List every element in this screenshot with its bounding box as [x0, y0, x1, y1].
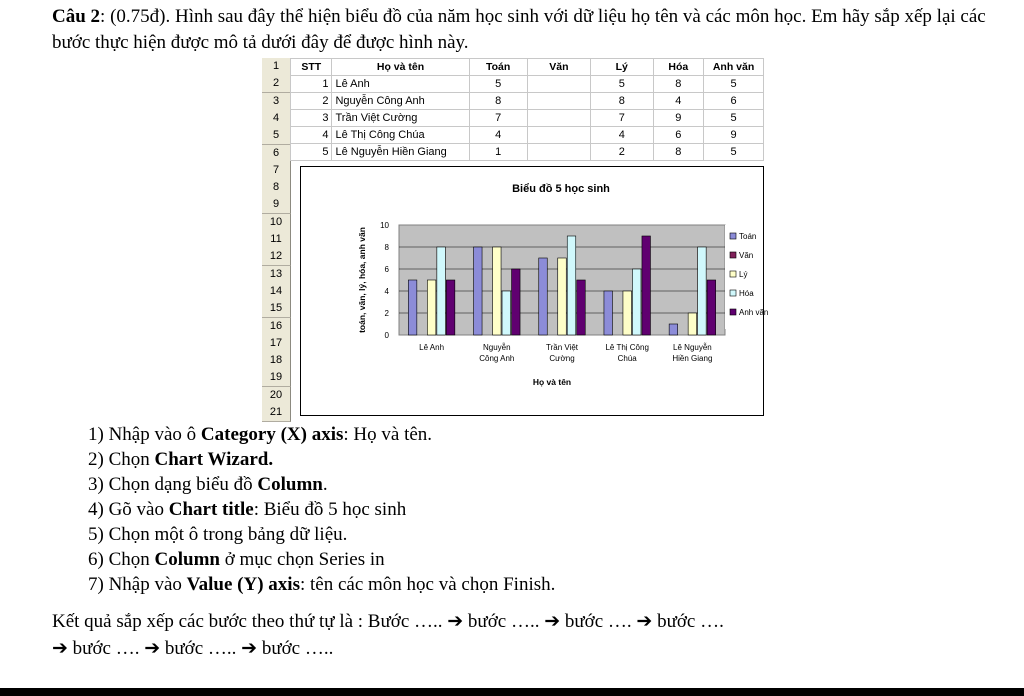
- row-number: 2: [262, 75, 291, 93]
- table-cell: 5: [704, 144, 764, 161]
- legend-swatch: [730, 309, 736, 315]
- x-tick-label: Nguyễn: [483, 343, 511, 352]
- row-number: 9: [262, 196, 291, 214]
- table-cell: 8: [590, 93, 653, 110]
- y-tick-label: 10: [380, 221, 389, 230]
- x-axis-label: Họ và tên: [532, 377, 572, 387]
- chart-svg: [301, 167, 769, 415]
- y-tick-label: 0: [384, 331, 389, 340]
- table-row: [291, 110, 764, 127]
- x-tick-label: Cường: [549, 354, 575, 363]
- table-body: [291, 76, 764, 161]
- x-tick-label: Công Anh: [479, 354, 515, 363]
- table-cell: 5: [590, 76, 653, 93]
- step-item: 5) Chọn một ô trong bảng dữ liệu.: [88, 524, 348, 545]
- step-item: 2) Chọn Chart Wizard.: [88, 449, 274, 470]
- data-table: [290, 58, 764, 161]
- x-tick-label: Trần Việt: [545, 343, 579, 352]
- steps-list: [88, 422, 555, 597]
- result-text: [52, 608, 724, 662]
- legend-swatch: [730, 271, 736, 277]
- table-cell: 7: [469, 110, 527, 127]
- table-cell: 9: [653, 110, 704, 127]
- table-cell: 1: [469, 144, 527, 161]
- table-row: [291, 127, 764, 144]
- bar: [669, 324, 678, 335]
- question-body: : (0.75đ). Hình sau đây thể hiện biểu đồ của năm học sinh với dữ liệu họ tên và các môn học. Em hãy sắp xếp lại các bước thực hiện được mô tả dưới đây để được hình này.: [52, 6, 986, 53]
- table-cell: 8: [469, 93, 527, 110]
- legend-label: Anh văn: [739, 308, 769, 317]
- row-number: 6: [262, 145, 291, 163]
- step-item: 6) Chọn Column ở mục chọn Series in: [88, 549, 385, 570]
- table-row: [291, 93, 764, 110]
- table-cell: Lê Nguyễn Hiền Giang: [332, 144, 469, 161]
- bar: [623, 291, 632, 335]
- step-item: 7) Nhập vào Value (Y) axis: tên các môn học và chọn Finish.: [88, 574, 556, 595]
- bar: [493, 247, 502, 335]
- table-cell: [527, 110, 590, 127]
- column-chart: [300, 166, 769, 416]
- row-number: 19: [262, 369, 291, 387]
- row-number: 7: [262, 162, 291, 180]
- header-name: Họ và tên: [332, 59, 469, 76]
- header-toan: Toán: [469, 59, 527, 76]
- header-hoa: Hóa: [653, 59, 704, 76]
- row-number: 15: [262, 300, 291, 318]
- table-row: [291, 76, 764, 93]
- legend-label: Văn: [739, 251, 754, 260]
- row-number: 3: [262, 93, 291, 111]
- step-item: 3) Chọn dạng biểu đồ Column.: [88, 474, 328, 495]
- bar: [408, 280, 417, 335]
- row-number: 11: [262, 231, 291, 249]
- row-number: 14: [262, 283, 291, 301]
- row-headers: [262, 58, 290, 416]
- header-van: Văn: [527, 59, 590, 76]
- result-line-1: Kết quả sắp xếp các bước theo thứ tự là : Bước ….. ➔ bước ….. ➔ bước …. ➔ bước ….: [52, 611, 724, 632]
- row-number: 21: [262, 404, 291, 422]
- table-cell: Lê Anh: [332, 76, 469, 93]
- x-tick-label: Hiền Giang: [672, 354, 713, 363]
- bar: [558, 258, 567, 335]
- bar: [512, 269, 521, 335]
- header-ly: Lý: [590, 59, 653, 76]
- table-cell: 2: [291, 93, 332, 110]
- bar: [427, 280, 436, 335]
- table-cell: 2: [590, 144, 653, 161]
- row-number: 12: [262, 248, 291, 266]
- bar: [446, 280, 455, 335]
- legend-label: Hóa: [739, 289, 754, 298]
- bar: [642, 236, 651, 335]
- row-number: 16: [262, 318, 291, 336]
- row-number: 17: [262, 335, 291, 353]
- row-number: 4: [262, 110, 291, 128]
- table-cell: 4: [653, 93, 704, 110]
- table-cell: 8: [653, 76, 704, 93]
- legend-swatch: [730, 233, 736, 239]
- x-tick-label: Lê Thị Công: [605, 343, 649, 352]
- x-tick-label: Chúa: [617, 354, 637, 363]
- table-cell: 8: [653, 144, 704, 161]
- table-cell: 4: [469, 127, 527, 144]
- header-stt: STT: [291, 59, 332, 76]
- bar: [577, 280, 586, 335]
- row-number: 18: [262, 352, 291, 370]
- legend-swatch: [730, 290, 736, 296]
- x-tick-label: Lê Nguyễn: [673, 343, 712, 352]
- bar: [604, 291, 613, 335]
- table-cell: Nguyễn Công Anh: [332, 93, 469, 110]
- table-cell: 5: [291, 144, 332, 161]
- row-number: 20: [262, 387, 291, 405]
- y-tick-label: 6: [384, 265, 389, 274]
- table-cell: [527, 144, 590, 161]
- step-item: 4) Gõ vào Chart title: Biểu đồ 5 học sinh: [88, 499, 407, 520]
- table-row: [291, 144, 764, 161]
- table-cell: [527, 93, 590, 110]
- chart-title: Biểu đồ 5 học sinh: [512, 183, 610, 195]
- table-cell: 6: [704, 93, 764, 110]
- x-tick-label: Lê Anh: [419, 343, 445, 352]
- legend-label: Lý: [739, 270, 748, 279]
- bar: [698, 247, 707, 335]
- table-cell: 1: [291, 76, 332, 93]
- bar: [437, 247, 446, 335]
- table-cell: 7: [590, 110, 653, 127]
- table-cell: [527, 127, 590, 144]
- question-text: [52, 4, 1012, 56]
- header-anhvan: Anh văn: [704, 59, 764, 76]
- table-cell: 3: [291, 110, 332, 127]
- bar: [539, 258, 548, 335]
- row-number: 1: [262, 58, 291, 76]
- bar: [688, 313, 697, 335]
- table-cell: Trần Việt Cường: [332, 110, 469, 127]
- result-line-2: ➔ bước …. ➔ bước ….. ➔ bước …..: [52, 638, 334, 659]
- table-cell: 5: [704, 76, 764, 93]
- bar: [502, 291, 511, 335]
- question-label: Câu 2: [52, 6, 101, 27]
- y-tick-label: 2: [384, 309, 389, 318]
- table-cell: 4: [291, 127, 332, 144]
- bar: [474, 247, 483, 335]
- row-number: 8: [262, 179, 291, 197]
- row-number: 13: [262, 266, 291, 284]
- table-header-row: [291, 59, 764, 76]
- table-cell: 5: [469, 76, 527, 93]
- table-cell: 4: [590, 127, 653, 144]
- table-cell: 5: [704, 110, 764, 127]
- bar: [707, 280, 716, 335]
- bottom-bar: [0, 688, 1024, 696]
- table-cell: 9: [704, 127, 764, 144]
- bar: [632, 269, 641, 335]
- row-number: 10: [262, 214, 291, 232]
- y-axis-label: toán, văn, lý, hóa, anh văn: [357, 227, 367, 333]
- bar: [567, 236, 576, 335]
- table-cell: Lê Thị Công Chúa: [332, 127, 469, 144]
- row-number: 5: [262, 127, 291, 145]
- table-cell: 6: [653, 127, 704, 144]
- y-tick-label: 8: [384, 243, 389, 252]
- legend-swatch: [730, 252, 736, 258]
- spreadsheet-image: [262, 58, 769, 418]
- y-tick-label: 4: [384, 287, 389, 296]
- table-cell: [527, 76, 590, 93]
- legend-label: Toán: [739, 232, 757, 241]
- step-item: 1) Nhập vào ô Category (X) axis: Họ và tên.: [88, 424, 433, 445]
